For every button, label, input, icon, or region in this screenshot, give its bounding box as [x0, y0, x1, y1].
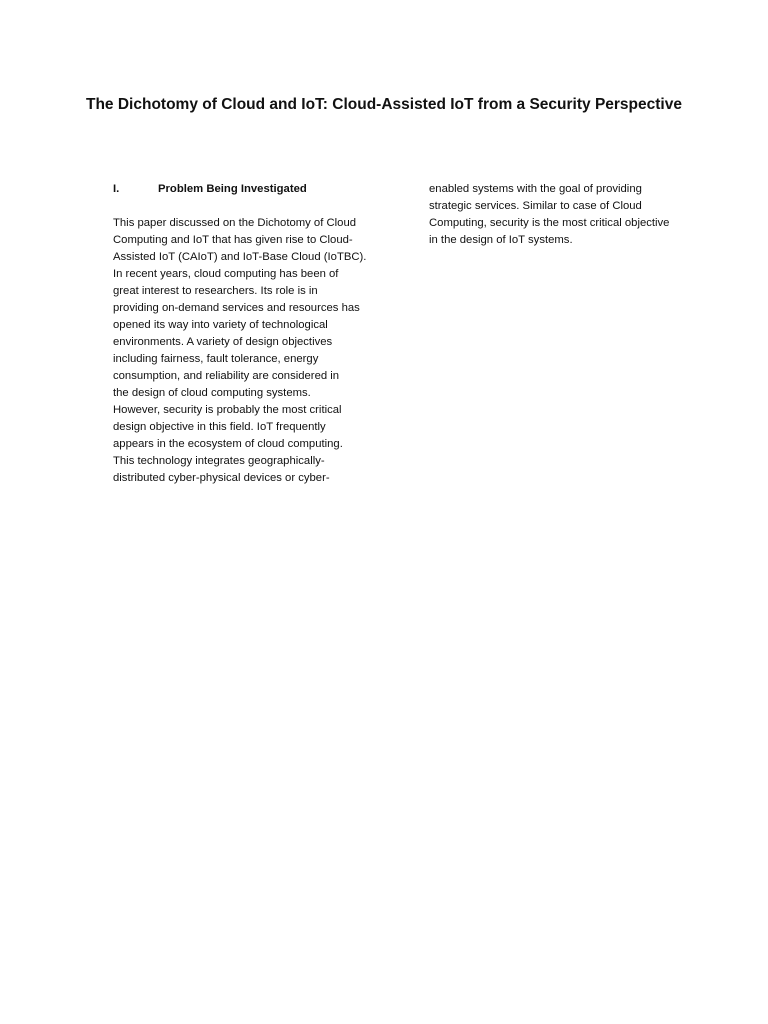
text-line: However, security is probably the most critical	[113, 404, 342, 416]
text-line: including fairness, fault tolerance, energy	[113, 353, 319, 365]
text-line: Assisted IoT (CAIoT) and IoT-Base Cloud (IoTBC).	[113, 251, 367, 263]
text-line: consumption, and reliability are considered in	[113, 370, 340, 382]
text-line: providing on-demand services and resources has	[113, 302, 360, 314]
text-line: This paper discussed on the Dichotomy of Cloud	[113, 217, 357, 229]
page-title: The Dichotomy of Cloud and IoT: Cloud-Assisted IoT from a Security Perspective	[86, 96, 682, 113]
text-line: design objective in this field. IoT frequently	[113, 421, 326, 433]
right-column-text	[429, 181, 681, 249]
text-line: the design of cloud computing systems.	[113, 387, 311, 399]
section-heading	[113, 181, 365, 198]
text-line: opened its way into variety of technological	[113, 319, 328, 331]
left-column	[113, 181, 365, 487]
right-column	[429, 181, 681, 249]
text-line: This technology integrates geographically-	[113, 455, 325, 467]
text-line: environments. A variety of design objectives	[113, 336, 333, 348]
text-line: In recent years, cloud computing has been of	[113, 268, 339, 280]
section-number: I.	[113, 183, 120, 195]
text-line: appears in the ecosystem of cloud computing.	[113, 438, 343, 450]
text-line: in the design of IoT systems.	[429, 234, 573, 246]
left-column-text	[113, 215, 365, 487]
text-line: great interest to researchers. Its role is in	[113, 285, 318, 297]
text-line: enabled systems with the goal of providing	[429, 183, 642, 195]
section-title: Problem Being Investigated	[158, 183, 307, 195]
text-line: distributed cyber-physical devices or cyber-	[113, 472, 330, 484]
text-line: Computing and IoT that has given rise to Cloud-	[113, 234, 353, 246]
text-line: Computing, security is the most critical objective	[429, 217, 670, 229]
text-line: strategic services. Similar to case of Cloud	[429, 200, 642, 212]
